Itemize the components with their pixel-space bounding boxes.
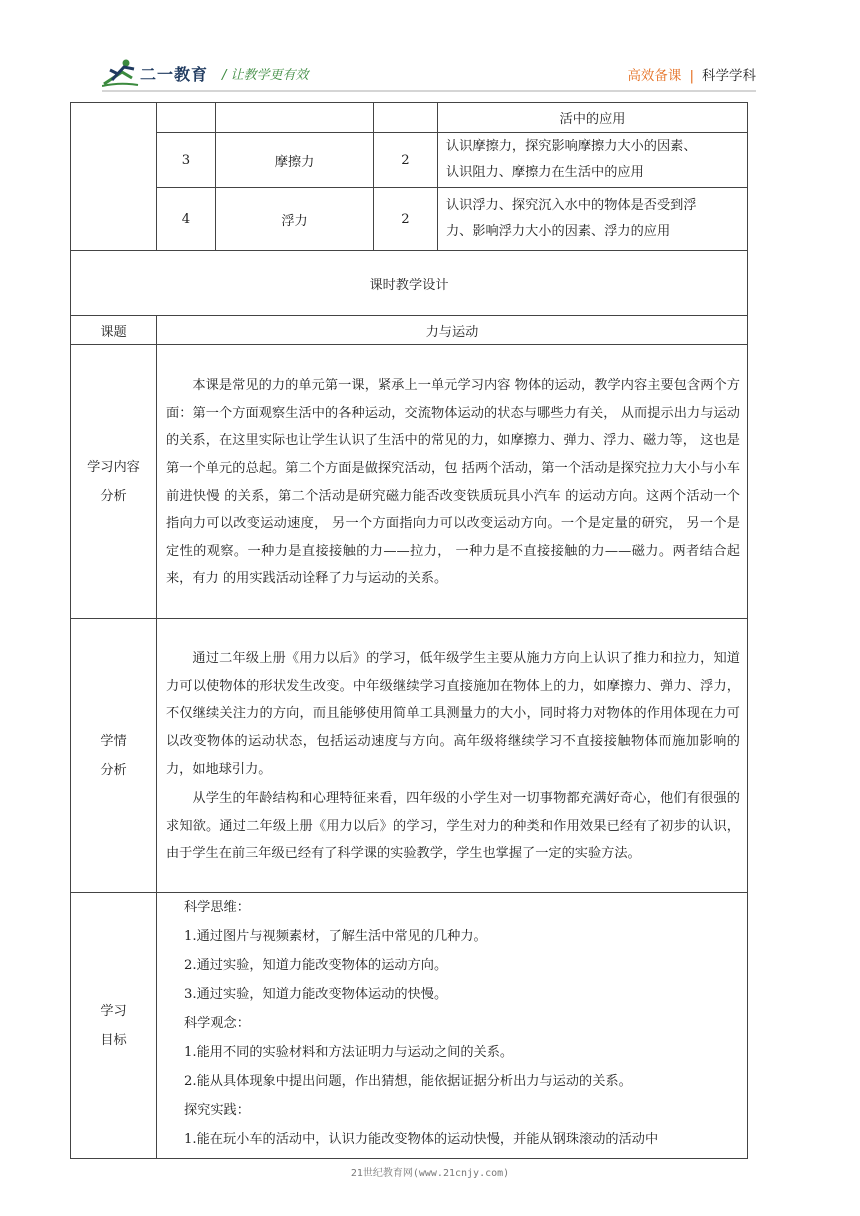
table-row — [71, 345, 748, 619]
header-tags — [627, 64, 756, 84]
header-divider — [102, 90, 756, 92]
content-analysis-cell — [157, 345, 748, 619]
lesson-name: 摩擦力 — [216, 133, 374, 188]
objective-item: 2.能从具体现象中提出问题，作出猜想，能依据证据分析出力与运动的关系。 — [184, 1074, 632, 1089]
lesson-desc — [438, 188, 748, 251]
objectives-label — [71, 893, 157, 1159]
objectives-list — [157, 893, 748, 1159]
table-row — [71, 133, 748, 188]
lesson-hours: 2 — [374, 188, 438, 251]
lesson-desc-cont: 活中的应用 — [438, 103, 748, 133]
header-separator: | — [689, 68, 694, 84]
section-title: 课时教学设计 — [71, 251, 748, 316]
objective-item: 3.通过实验，知道力能改变物体运动的快慢。 — [184, 987, 448, 1002]
blank-cell — [216, 103, 374, 133]
student-analysis-para: 从学生的年龄结构和心理特征来看，四年级的小学生对一切事物都充满好奇心，他们有很强的求知欲。通过二年级上册《用力以后》的学习，学生对力的种类和作用效果已经有了初步的认识，由于学生在前三年级已经有了科学课的实验教学，学生也掌握了一定的实验方法。 — [166, 791, 740, 862]
lesson-desc-line: 力、影响浮力大小的因素、浮力的应用 — [446, 224, 671, 239]
objective-item: 探究实践： — [184, 1103, 250, 1118]
topic-label: 课题 — [71, 316, 157, 345]
objective-item: 1.通过图片与视频素材，了解生活中常见的几种力。 — [184, 929, 487, 944]
label-line: 学习内容 — [87, 459, 140, 475]
lesson-name: 浮力 — [216, 188, 374, 251]
student-analysis-para: 通过二年级上册《用力以后》的学习，低年级学生主要从施力方向上认识了推力和拉力，知道力可以使物体的形状发生改变。中年级继续学习直接施加在物体上的力，如摩擦力、弹力、浮力，不仅继续关注力的方向，而且能够使用简单工具测量力的大小，同时将力对物体的作用体现在力可以改变物体的运动状态，包括运动速度与方向。高年级将继续学习不直接接触物体而施加影响的力，如地球引力。 — [166, 651, 740, 777]
slogan: / 让教学更有效 — [222, 68, 309, 83]
table-row — [71, 316, 748, 345]
header-tag-efficient: 高效备课 — [627, 68, 682, 84]
label-line: 分析 — [100, 762, 127, 778]
table-row — [71, 251, 748, 316]
label-line: 学习 — [100, 1003, 127, 1019]
label-line: 分析 — [100, 488, 127, 504]
page-footer: 21世纪教育网(www.21cnjy.com) — [350, 1168, 510, 1179]
lesson-num: 4 — [157, 188, 216, 251]
lesson-num: 3 — [157, 133, 216, 188]
lesson-desc — [438, 133, 748, 188]
objective-item: 1.能在玩小车的活动中，认识力能改变物体的运动快慢，并能从钢珠滚动的活动中 — [184, 1132, 659, 1147]
lesson-desc-line: 认识摩擦力，探究影响摩擦力大小的因素、 — [446, 139, 697, 154]
content-analysis-label — [71, 345, 157, 619]
header-tag-subject: 科学学科 — [702, 68, 756, 84]
lesson-desc-line: 认识阻力、摩擦力在生活中的应用 — [446, 165, 644, 180]
lesson-plan-table — [70, 102, 748, 1159]
label-line: 目标 — [100, 1032, 127, 1048]
table-row — [71, 188, 748, 251]
student-analysis-label — [71, 619, 157, 893]
logo-text: 二一教育 — [140, 65, 209, 84]
blank-cell — [71, 103, 157, 251]
table-row — [71, 619, 748, 893]
table-row — [71, 893, 748, 1159]
student-analysis-cell — [157, 619, 748, 893]
lesson-desc-line: 认识浮力、探究沉入水中的物体是否受到浮 — [446, 198, 697, 213]
objective-item: 1.能用不同的实验材料和方法证明力与运动之间的关系。 — [184, 1045, 514, 1060]
label-line: 学情 — [100, 733, 127, 749]
topic-value: 力与运动 — [157, 316, 748, 345]
objective-item: 2.通过实验，知道力能改变物体的运动方向。 — [184, 958, 448, 973]
blank-cell — [374, 103, 438, 133]
blank-cell — [157, 103, 216, 133]
page-header — [102, 58, 756, 90]
objective-item: 科学观念： — [184, 1016, 250, 1031]
table-row — [71, 103, 748, 133]
content-analysis-text: 本课是常见的力的单元第一课，紧承上一单元学习内容 物体的运动，教学内容主要包含两个方面：第一个方面观察生活中的各种运动，交流物体运动的状态与哪些力有关， 从而提示出力与运动的关系，在这里实际也让学生认识了生活中的常见的力，如摩擦力、弹力、浮力、磁力等， 这也是第一个单元的总起。第二个方面是做探究活动，包 括两个活动，第一个活动是探究拉力大小与小车前进快慢 的关系，第二个活动是研究磁力能否改变铁质玩具小汽车 的运动方向。这两个活动一个指向力可以改变运动速度， 另一个方面指向力可以改变运动方向。一个是定量的研究， 另一个是定性的观察。一种力是直接接触的力——拉力， 一种力是不直接接触的力——磁力。两者结合起来，有力 的用实践活动诠释了力与运动的关系。 — [166, 378, 740, 587]
lesson-hours: 2 — [374, 133, 438, 188]
objective-item: 科学思维： — [184, 900, 250, 915]
